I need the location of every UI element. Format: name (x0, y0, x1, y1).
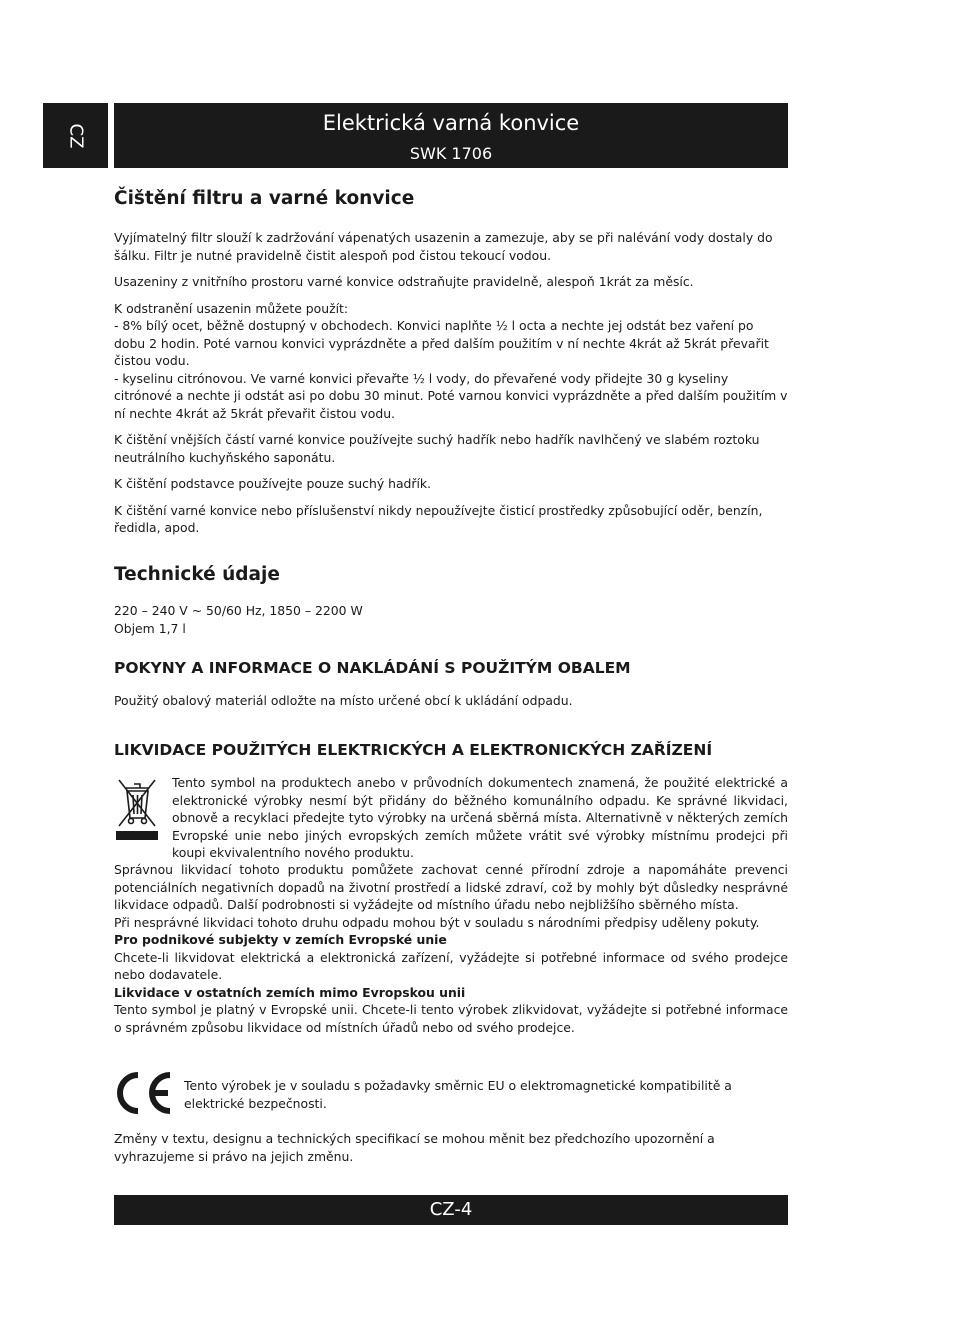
disposal-paragraph-benefits: Správnou likvidací tohoto produktu pomůžete zachovat cenné přírodní zdroje a napomáháte prevenci potenciálních negativních dopadů na životní prostředí a lidské zdraví, což by mohly být důsledky nesprávné likvidace odpadů. Další podrobnosti si vyžádejte od místního úřadu nebo nejbližšího sběrného místa. (114, 862, 788, 912)
packaging-heading: POKYNY A INFORMACE O NAKLÁDÁNÍ S POUŽITÝM OBALEM (114, 659, 631, 677)
weee-symbol-text-wrap (172, 774, 788, 862)
document-title: Elektrická varná konvice (322, 111, 580, 135)
cleaning-section (114, 229, 788, 537)
disposal-other-heading: Likvidace v ostatních zemích mimo Evropskou unii (114, 984, 466, 1000)
ce-text: Tento výrobek je v souladu s požadavky směrnic EU o elektromagnetické kompatibilitě a elektrické bezpečnosti. (184, 1078, 732, 1111)
ce-mark-icon (112, 1070, 174, 1116)
changes-text: Změny v textu, designu a technických specifikací se mohou měnit bez předchozího upozornění a vyhrazujeme si právo na jejich změnu. (114, 1131, 715, 1164)
language-tab (43, 103, 108, 168)
header-bar (114, 103, 788, 168)
specs-heading: Technické údaje (114, 564, 280, 585)
cleaning-paragraph-vinegar: - 8% bílý ocet, běžně dostupný v obchodech. Konvici naplňte ½ l octa a nechte jej odstát bez vaření po dobu 2 hodin. Poté varnou konvici vyprázdněte a před dalším použitím v ní nechte 4krát až 5krát převařit čistou vodu. (114, 318, 769, 368)
cleaning-paragraph-warning: K čištění varné konvice nebo příslušenství nikdy nepoužívejte čisticí prostředky způsobující oděr, benzín, ředidla, apod. (114, 502, 763, 535)
disposal-heading: LIKVIDACE POUŽITÝCH ELEKTRICKÝCH A ELEKTRONICKÝCH ZAŘÍZENÍ (114, 741, 713, 759)
disposal-paragraph-fines: Při nesprávné likvidaci tohoto druhu odpadu mohou být v souladu s národními předpisy uděleny pokuty. (114, 914, 760, 930)
cleaning-paragraph-citric: - kyselinu citrónovou. Ve varné konvici převařte ½ l vody, do převařené vody přidejte 30 g kyseliny citrónové a nechte ji odstát asi po dobu 30 minut. Poté varnou konvici vyprázdněte a před dalším použitím v ní nechte 4krát až 5krát převařit čistou vodu. (114, 370, 788, 421)
disposal-business-text: Chcete-li likvidovat elektrická a elektronická zařízení, vyžádejte si potřebné informace od svého prodejce nebo dodavatele. (114, 949, 788, 982)
cleaning-paragraph-filter: Vyjímatelný filtr slouží k zadržování vápenatých usazenin a zamezuje, aby se při nalévání vody dostaly do šálku. Filtr je nutné pravidelně čistit alespoň pod čistou tekoucí vodou. (114, 230, 773, 263)
specs-power: 220 – 240 V ~ 50/60 Hz, 1850 – 2200 W (114, 603, 363, 619)
cleaning-heading: Čištění filtru a varné konvice (114, 188, 415, 209)
language-code: CZ (65, 123, 86, 148)
disposal-section (114, 861, 788, 1036)
changes-section (114, 1130, 788, 1165)
specs-section (114, 564, 788, 637)
packaging-text: Použitý obalový materiál odložte na místo určené obcí k ukládání odpadu. (114, 692, 573, 708)
weee-symbol-text: Tento symbol na produktech anebo v průvodních dokumentech znamená, že použité elektrické a elektronické výrobky nesmí být přidány do běžného komunálního odpadu. Ke správné likvidaci, obnově a recyklaci předejte tyto výrobky na určená sběrná místa. Alternativně v některých zemích Evropské unie nebo jiných evropských zemích můžete vrátit své výrobky místnímu prodejci při koupi ekvivalentního nového produktu. (172, 775, 788, 860)
packaging-section (114, 659, 788, 709)
disposal-other-text: Tento symbol je platný v Evropské unii. Chcete-li tento výrobek zlikvidovat, vyžádejte si potřebné informace o správném způsobu likvidace od místních úřadů nebo od svého prodejce. (114, 1002, 788, 1035)
cleaning-paragraph-intro: K odstranění usazenin můžete použít: (114, 300, 349, 316)
cleaning-paragraph-deposits: Usazeniny z vnitřního prostoru varné konvice odstraňujte pravidelně, alespoň 1krát za měsíc. (114, 274, 694, 289)
ce-text-wrap (184, 1077, 784, 1112)
cleaning-heading-wrap (114, 188, 788, 210)
footer-bar (114, 1195, 788, 1225)
cleaning-paragraph-base: K čištění podstavce používejte pouze suchý hadřík. (114, 476, 432, 491)
page-number: CZ-4 (429, 1199, 473, 1220)
disposal-heading-wrap (114, 741, 788, 760)
model-number: SWK 1706 (409, 144, 493, 163)
disposal-business-heading: Pro podnikové subjekty v zemích Evropské unie (114, 932, 447, 947)
crossed-out-wheelie-bin-icon (114, 774, 160, 844)
specs-volume: Objem 1,7 l (114, 620, 186, 636)
cleaning-paragraph-exterior: K čištění vnějších částí varné konvice používejte suchý hadřík nebo hadřík navlhčený ve slabém roztoku neutrálního kuchyňského saponátu. (114, 432, 760, 465)
